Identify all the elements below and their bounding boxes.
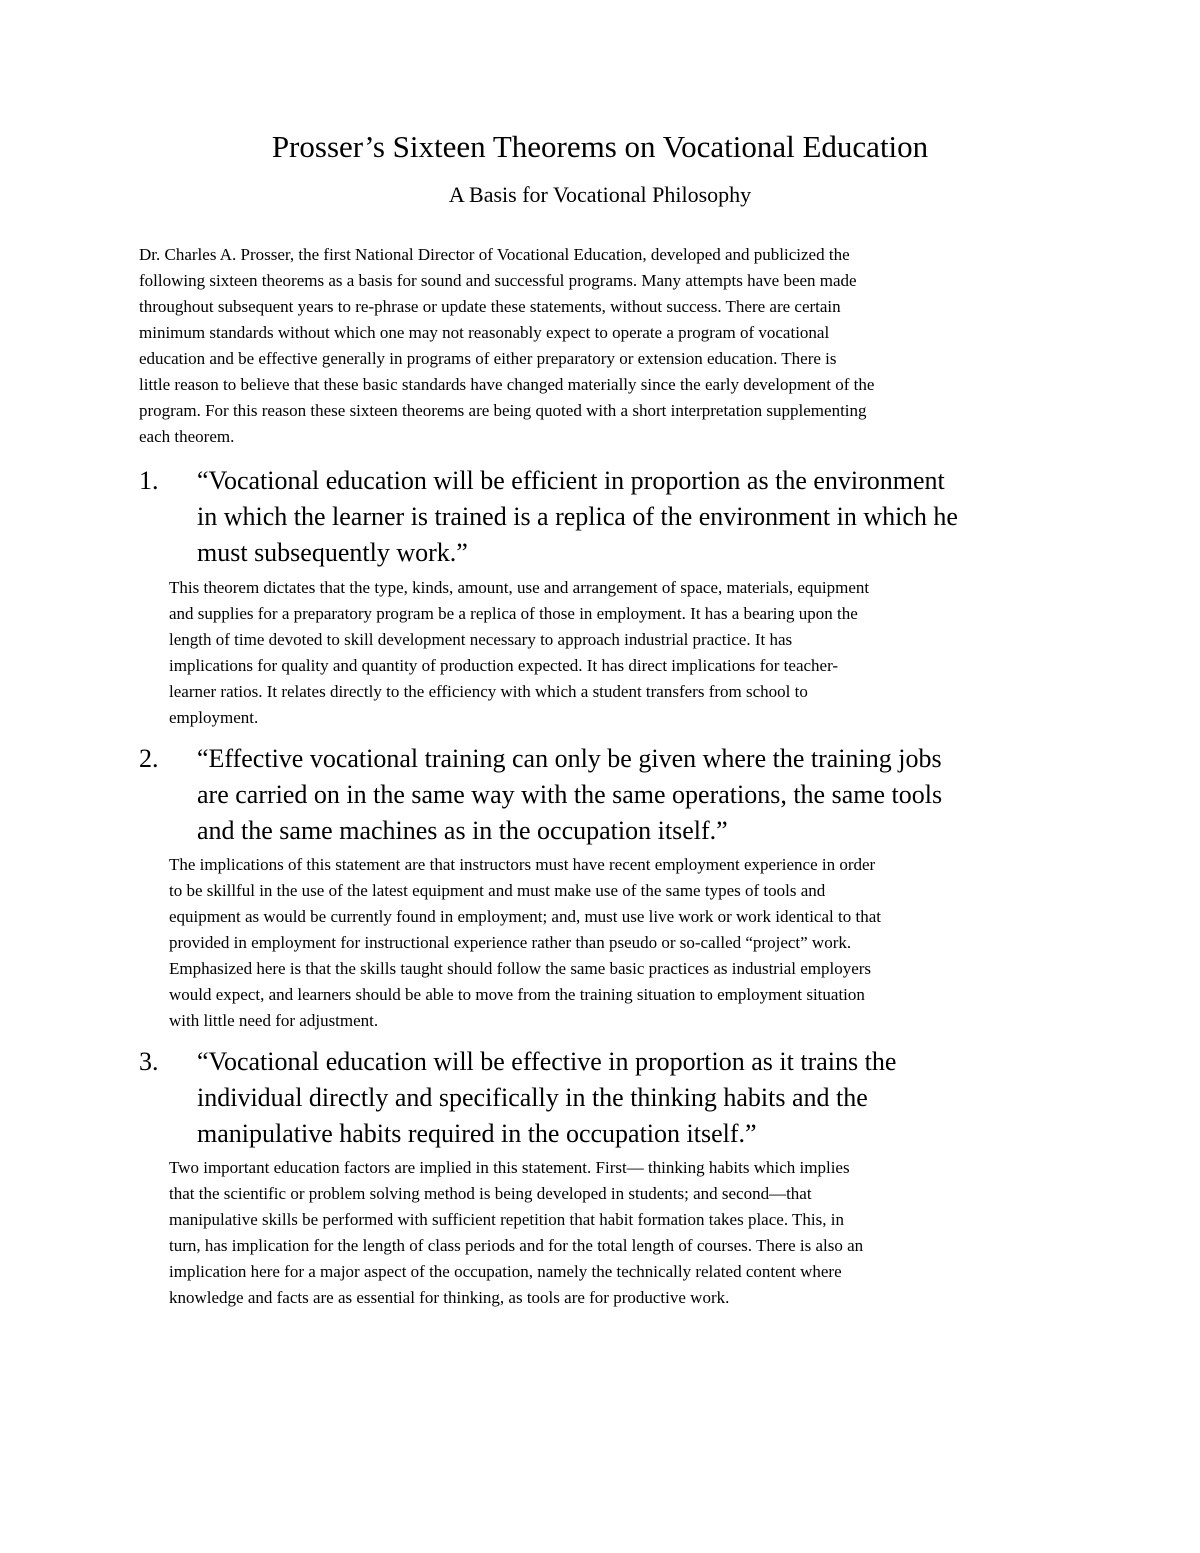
intro-line: Dr. Charles A. Prosser, the first National Director of Vocational Education, developed and publicized the (139, 245, 850, 264)
theorem-number: 1. (139, 466, 159, 495)
explanation-line: knowledge and facts are as essential for thinking, as tools are for productive work. (169, 1288, 730, 1307)
explanation-line: employment. (169, 708, 259, 727)
explanation-line: turn, has implication for the length of class periods and for the total length of courses. There is also an (169, 1236, 864, 1255)
theorem-explanation (169, 852, 881, 1034)
intro-line: throughout subsequent years to re-phrase or update these statements, without success. There are certain (139, 297, 841, 316)
intro-line: little reason to believe that these basic standards have changed materially since the early development of the (139, 375, 875, 394)
explanation-line: and supplies for a preparatory program be a replica of those in employment. It has a bearing upon the (169, 604, 858, 623)
explanation-line: would expect, and learners should be able to move from the training situation to employment situation (169, 985, 865, 1004)
intro-line: following sixteen theorems as a basis for sound and successful programs. Many attempts have been made (139, 271, 857, 290)
explanation-line: manipulative skills be performed with sufficient repetition that habit formation takes place. This, in (169, 1210, 844, 1229)
intro-paragraph (139, 242, 1069, 450)
explanation-line: implication here for a major aspect of the occupation, namely the technically related content where (169, 1262, 842, 1281)
explanation-line: to be skillful in the use of the latest equipment and must make use of the same types of tools and (169, 881, 826, 900)
quote-line: individual directly and specifically in the thinking habits and the (197, 1083, 868, 1112)
theorem-explanation (169, 575, 869, 731)
document-subtitle: A Basis for Vocational Philosophy (448, 182, 752, 207)
theorem-quote (197, 463, 958, 571)
explanation-line: Emphasized here is that the skills taught should follow the same basic practices as industrial employers (169, 959, 872, 978)
theorem-number: 3. (139, 1047, 159, 1076)
intro-line: minimum standards without which one may not reasonably expect to operate a program of vocational (139, 323, 830, 342)
theorem-explanation (169, 1155, 863, 1311)
theorem-number: 2. (139, 744, 159, 773)
intro-line: each theorem. (139, 427, 235, 446)
quote-line: “Vocational education will be effective in proportion as it trains the (197, 1047, 897, 1076)
quote-line: are carried on in the same way with the same operations, the same tools (197, 780, 943, 809)
theorem-quote (197, 741, 942, 849)
document-title: Prosser’s Sixteen Theorems on Vocational Education (271, 129, 929, 164)
explanation-line: This theorem dictates that the type, kinds, amount, use and arrangement of space, materials, equipment (169, 578, 870, 597)
explanation-line: provided in employment for instructional experience rather than pseudo or so-called “project” work. (169, 933, 852, 952)
quote-line: “Effective vocational training can only be given where the training jobs (197, 744, 942, 773)
explanation-line: The implications of this statement are that instructors must have recent employment experience in order (169, 855, 876, 874)
explanation-line: length of time devoted to skill development necessary to approach industrial practice. It has (169, 630, 793, 649)
quote-line: in which the learner is trained is a replica of the environment in which he (197, 502, 958, 531)
explanation-line: implications for quality and quantity of production expected. It has direct implications for teacher- (169, 656, 839, 675)
quote-line: manipulative habits required in the occupation itself.” (197, 1119, 757, 1148)
quote-line: and the same machines as in the occupation itself.” (197, 816, 728, 845)
explanation-line: learner ratios. It relates directly to the efficiency with which a student transfers from school to (169, 682, 808, 701)
explanation-line: equipment as would be currently found in employment; and, must use live work or work identical to that (169, 907, 881, 926)
explanation-line: with little need for adjustment. (169, 1011, 379, 1030)
theorem-quote (197, 1044, 896, 1152)
quote-line: “Vocational education will be efficient in proportion as the environment (197, 466, 945, 495)
explanation-line: Two important education factors are implied in this statement. First— thinking habits which implies (169, 1158, 850, 1177)
quote-line: must subsequently work.” (197, 538, 468, 567)
explanation-line: that the scientific or problem solving method is being developed in students; and second—that (169, 1184, 812, 1203)
intro-line: education and be effective generally in programs of either preparatory or extension education. There is (139, 349, 837, 368)
intro-line: program. For this reason these sixteen theorems are being quoted with a short interpretation supplementing (139, 401, 867, 420)
